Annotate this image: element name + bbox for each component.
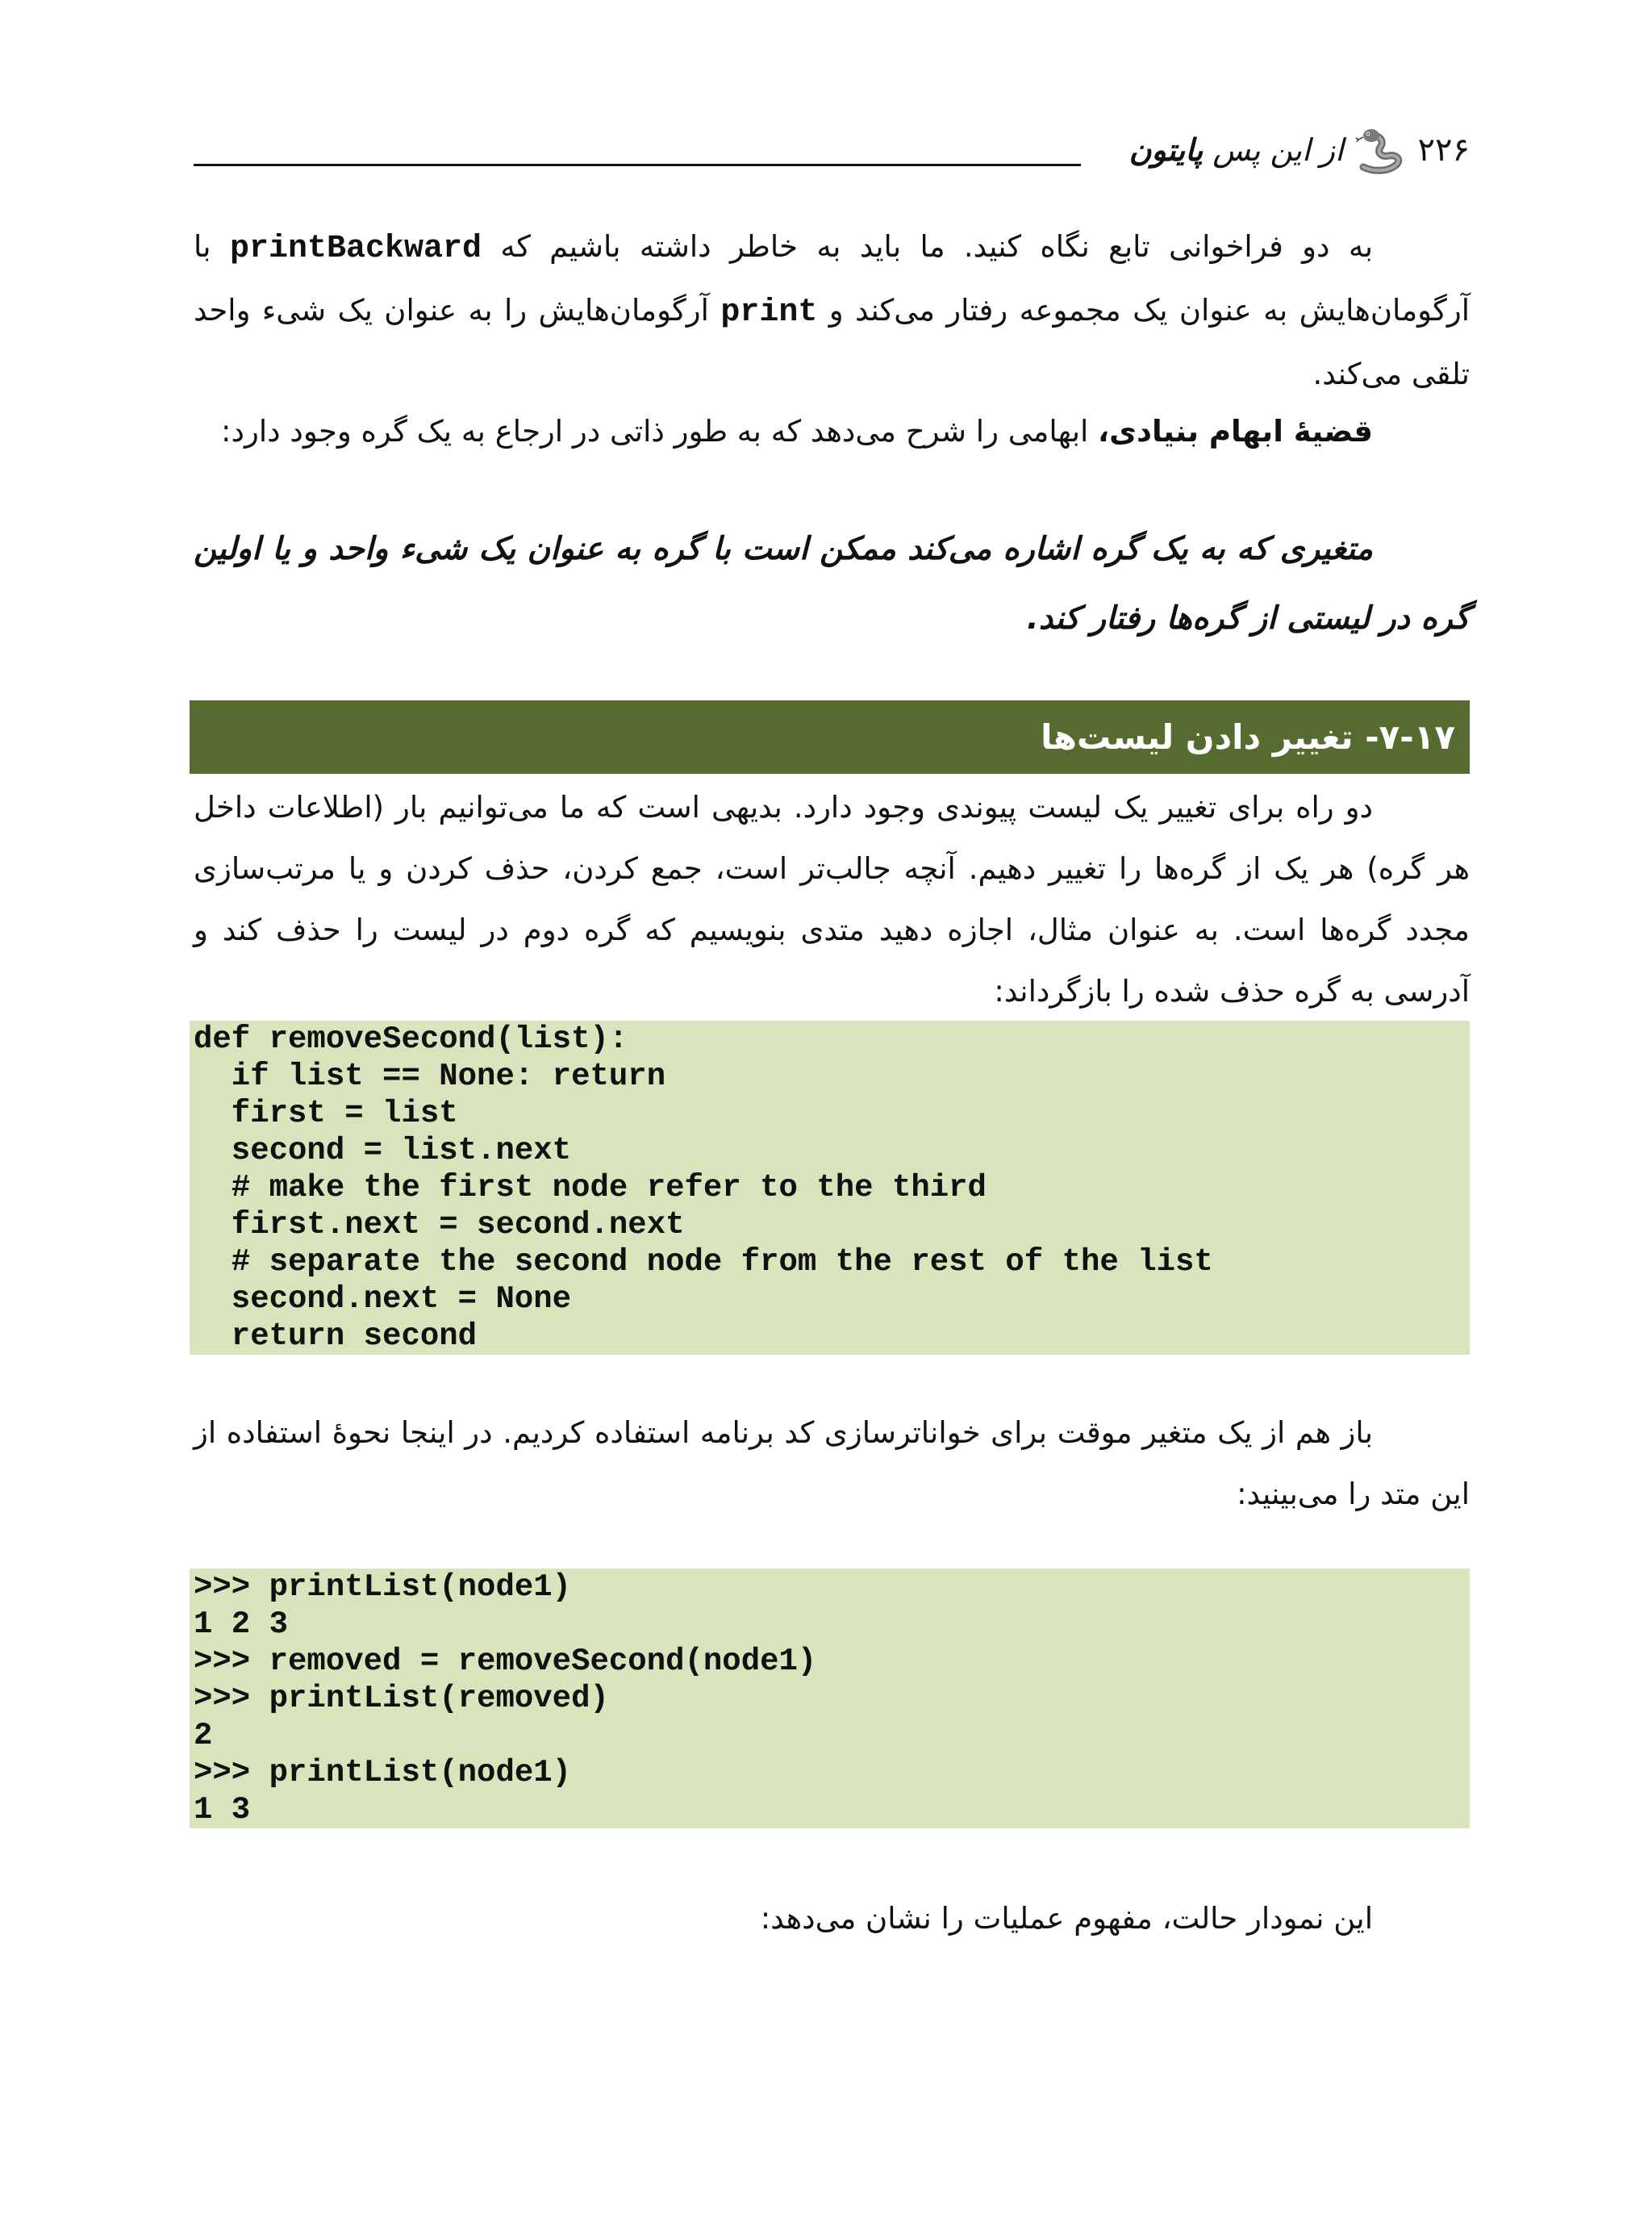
ambiguity-term: قضیهٔ ابهام بنیادی،	[1098, 414, 1373, 449]
code-line: second = list.next	[194, 1133, 572, 1168]
code-line: if list == None: return	[194, 1059, 666, 1094]
book-title: از این پس پایتون	[1128, 132, 1344, 168]
intro-paragraph: به دو فراخوانی تابع نگاه کنید. ما باید به خاطر داشته باشیم که printBackward با آرگومان‌هایش به عنوان یک مجموعه رفتار می‌کند و print آرگومان‌هایش را به عنوان یک شیء واحد تلقی می‌کند.	[194, 229, 1471, 391]
code-line: >>> printList(node1)	[194, 1755, 572, 1790]
code-line: >>> printList(node1)	[194, 1569, 572, 1605]
code-line: # make the first node refer to the third	[194, 1170, 987, 1205]
code-block-session	[190, 1569, 1470, 1828]
code-line: def removeSecond(list):	[194, 1021, 628, 1057]
theorem-statement: متغیری که به یک گره اشاره می‌کند ممکن است با گره به عنوان یک شیء واحد و یا اولین گره در لیستی از گره‌ها رفتار کند.	[194, 531, 1470, 637]
header-rule	[194, 164, 1081, 166]
code-line: first.next = second.next	[194, 1207, 685, 1243]
code-line: >>> printList(removed)	[194, 1681, 609, 1716]
modify-paragraph: دو راه برای تغییر یک لیست پیوندی وجود دارد. بدیهی است که ما می‌توانیم بار (اطلاعات داخل هر گره) هر یک از گره‌ها را تغییر دهیم. آنچه جالب‌تر است، جمع کردن، حذف کردن و یا مرتب‌سازی مجدد گره‌ها است. به عنوان مثال، اجازه دهید متدی بنویسیم که گره دوم در لیست را حذف کند و آدرسی به گره حذف شده را بازگرداند:	[194, 790, 1470, 1009]
inline-code-printbackward: printBackward	[229, 231, 482, 267]
code-block-removesecond	[190, 1021, 1470, 1355]
page-number: ۲۲۶	[1417, 132, 1470, 169]
page-header	[194, 125, 1470, 175]
header-title	[1129, 125, 1470, 175]
code-line: second.next = None	[194, 1281, 572, 1317]
usage-paragraph: باز هم از یک متغیر موقت برای خواناترسازی کد برنامه استفاده کردیم. در اینجا نحوهٔ استفاده از این متد را می‌بینید:	[194, 1415, 1470, 1511]
code-line: first = list	[194, 1096, 458, 1131]
diagram-paragraph: این نمودار حالت، مفهوم عملیات را نشان می‌دهد:	[760, 1901, 1373, 1936]
inline-code-print: print	[720, 295, 818, 331]
code-line: >>> removed = removeSecond(node1)	[194, 1644, 817, 1679]
code-line: return second	[194, 1318, 478, 1354]
section-heading: ۷-۱۷- تغییر دادن لیست‌ها	[190, 700, 1470, 774]
code-line: 2	[194, 1718, 213, 1753]
snake-icon	[1355, 125, 1407, 175]
code-line: # separate the second node from the rest of the list	[194, 1244, 1213, 1280]
code-line: 1 2 3	[194, 1606, 289, 1642]
code-line: 1 3	[194, 1792, 251, 1828]
ambiguity-paragraph: قضیهٔ ابهام بنیادی، ابهامی را شرح می‌دهد که به طور ذاتی در ارجاع به یک گره وجود دارد:	[221, 414, 1373, 449]
